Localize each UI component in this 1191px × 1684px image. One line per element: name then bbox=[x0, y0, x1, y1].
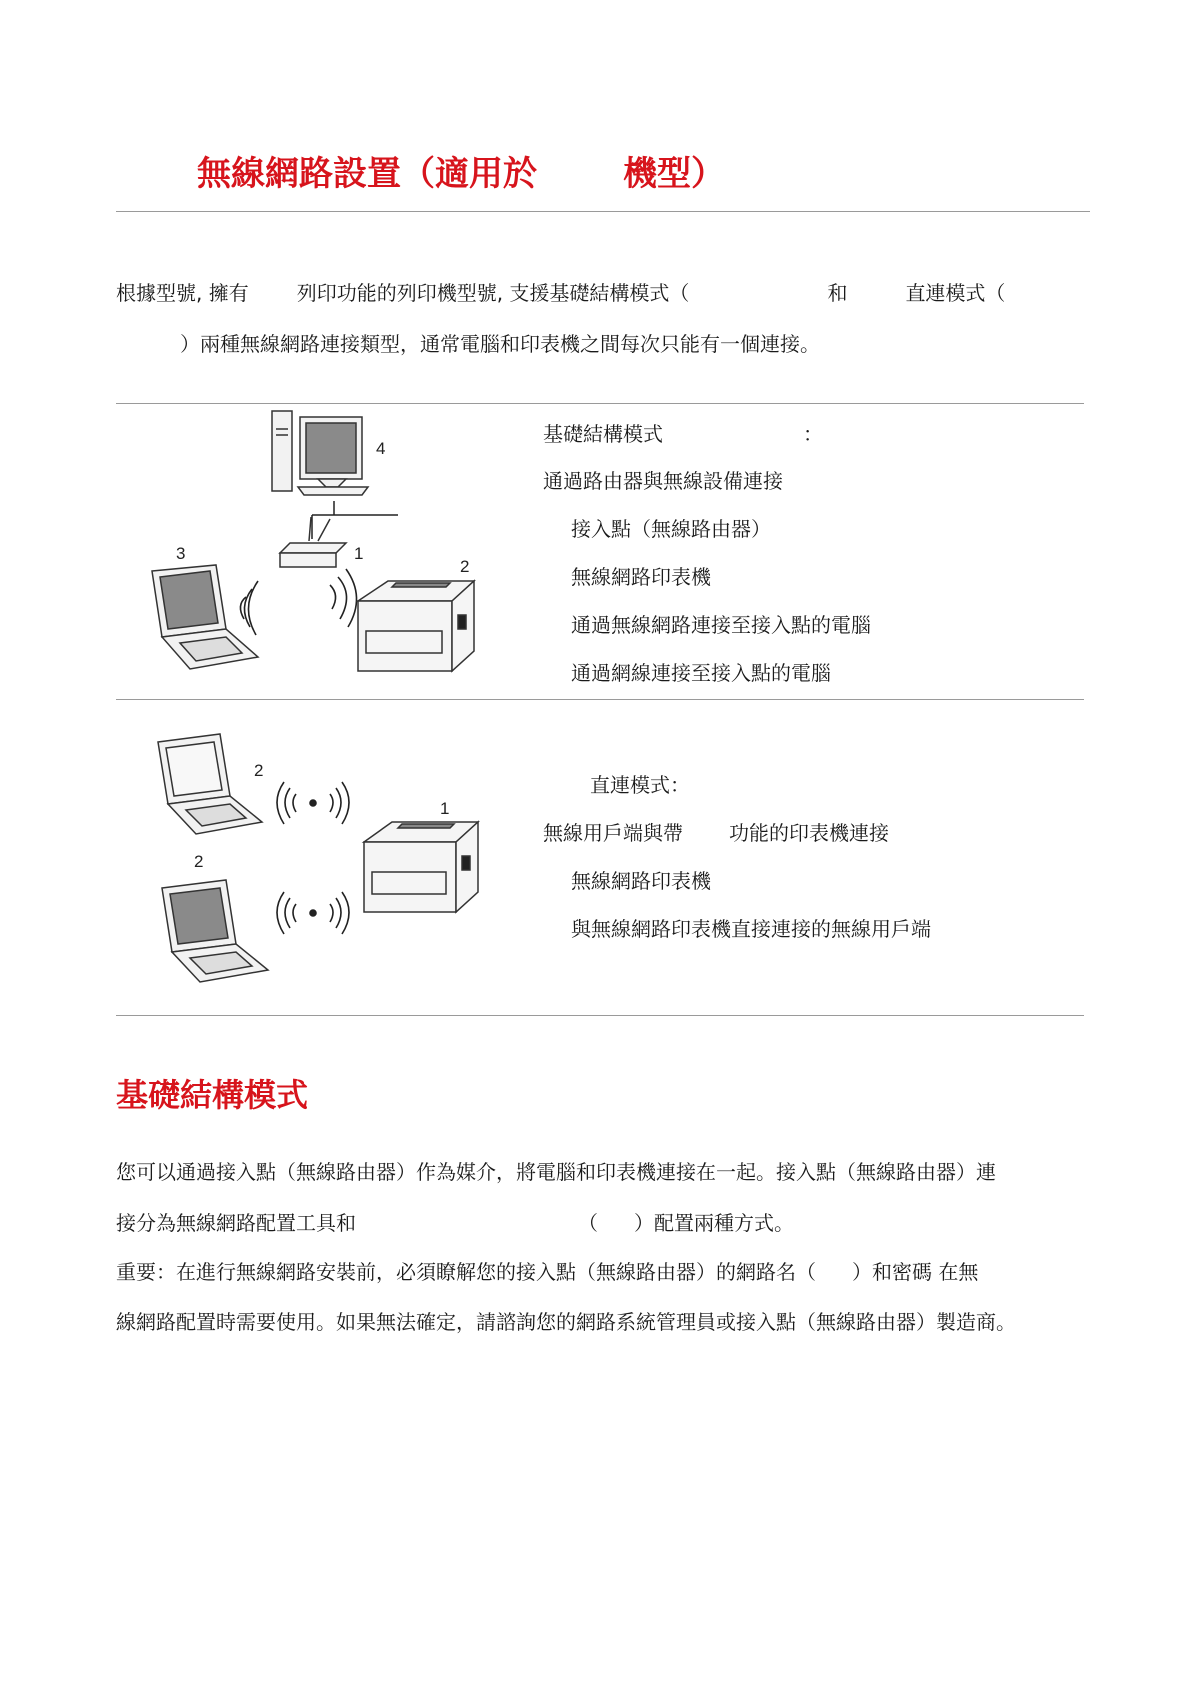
direct-item-1: 無線網路印表機 bbox=[571, 869, 711, 893]
callout-2: 2 bbox=[460, 557, 470, 576]
infra-mode-illustration bbox=[140, 405, 540, 695]
laptop-icon bbox=[162, 880, 268, 982]
p1-line2-c: ）配置兩種方式。 bbox=[634, 1211, 794, 1235]
ethernet-cable-icon bbox=[312, 501, 398, 539]
intro-text-c: 和 bbox=[827, 281, 848, 305]
p2-line1-b: ）和密碼 在無 bbox=[852, 1260, 979, 1284]
intro-text-b: 列印功能的列印機型號, 支援基礎結構模式（ bbox=[296, 281, 690, 305]
page-title bbox=[197, 146, 725, 195]
direct-desc-b: 功能的印表機連接 bbox=[729, 821, 889, 845]
p1-line2-a: 接分為無線網路配置工具和 bbox=[116, 1211, 356, 1235]
callout-4: 4 bbox=[376, 439, 386, 458]
title-part-1: 無線網路設置（適用於 bbox=[197, 154, 537, 194]
infra-item-2: 無線網路印表機 bbox=[571, 565, 711, 589]
title-divider bbox=[116, 211, 1090, 212]
direct-box-bottom-border bbox=[116, 1015, 1084, 1016]
direct-heading: 直連模式： bbox=[590, 773, 690, 797]
infra-heading-colon: ： bbox=[803, 422, 823, 446]
intro-line-1 bbox=[116, 277, 1005, 306]
wireless-signal-icon bbox=[277, 782, 349, 934]
callout-1: 1 bbox=[354, 544, 364, 563]
desktop-computer-icon bbox=[272, 411, 368, 495]
infra-heading-text: 基礎結構模式 bbox=[543, 422, 663, 446]
direct-item-2: 與無線網路印表機直接連接的無線用戶端 bbox=[571, 917, 931, 941]
section2-p2-line2: 線網路配置時需要使用。如果無法確定，請諮詢您的網路系統管理員或接入點（無線路由器）製造商。 bbox=[116, 1310, 1016, 1334]
direct-desc-a: 無線用戶端與帶 bbox=[543, 821, 683, 845]
callout-1: 1 bbox=[440, 799, 450, 818]
intro-line-2: ）兩種無線網路連接類型，通常電腦和印表機之間每次只能有一個連接。 bbox=[180, 332, 820, 356]
printer-icon bbox=[358, 581, 474, 671]
section2-p1-line1: 您可以通過接入點（無線路由器）作為媒介，將電腦和印表機連接在一起。接入點（無線路由器）連 bbox=[116, 1160, 996, 1184]
infra-item-4: 通過網線連接至接入點的電腦 bbox=[571, 661, 831, 685]
infra-item-3: 通過無線網路連接至接入點的電腦 bbox=[571, 613, 871, 637]
infra-box-top-border bbox=[116, 403, 1084, 404]
p2-line1-a: 重要：在進行無線網路安裝前，必須瞭解您的接入點（無線路由器）的網路名（ bbox=[116, 1260, 816, 1284]
wireless-signal-icon bbox=[240, 569, 356, 635]
section-heading-infrastructure: 基礎結構模式 bbox=[116, 1076, 309, 1114]
title-part-2: 機型） bbox=[623, 154, 725, 194]
direct-mode-illustration bbox=[150, 718, 510, 998]
infra-description: 通過路由器與無線設備連接 bbox=[543, 469, 783, 493]
p1-line2-b: （ bbox=[578, 1211, 598, 1235]
laptop-icon bbox=[158, 734, 262, 834]
infra-heading bbox=[543, 418, 823, 447]
infra-item-1: 接入點（無線路由器） bbox=[571, 517, 771, 541]
section2-p1-line2 bbox=[116, 1207, 794, 1236]
callout-3: 3 bbox=[176, 544, 186, 563]
section2-p2-line1 bbox=[116, 1256, 978, 1285]
intro-text-a: 根據型號, 擁有 bbox=[116, 281, 249, 305]
callout-2-bottom: 2 bbox=[194, 852, 204, 871]
direct-description bbox=[543, 817, 889, 846]
intro-text-d: 直連模式（ bbox=[905, 281, 1006, 305]
printer-icon bbox=[364, 822, 478, 912]
callout-2-top: 2 bbox=[254, 761, 264, 780]
infra-box-bottom-border bbox=[116, 699, 1084, 700]
router-icon bbox=[280, 517, 346, 567]
